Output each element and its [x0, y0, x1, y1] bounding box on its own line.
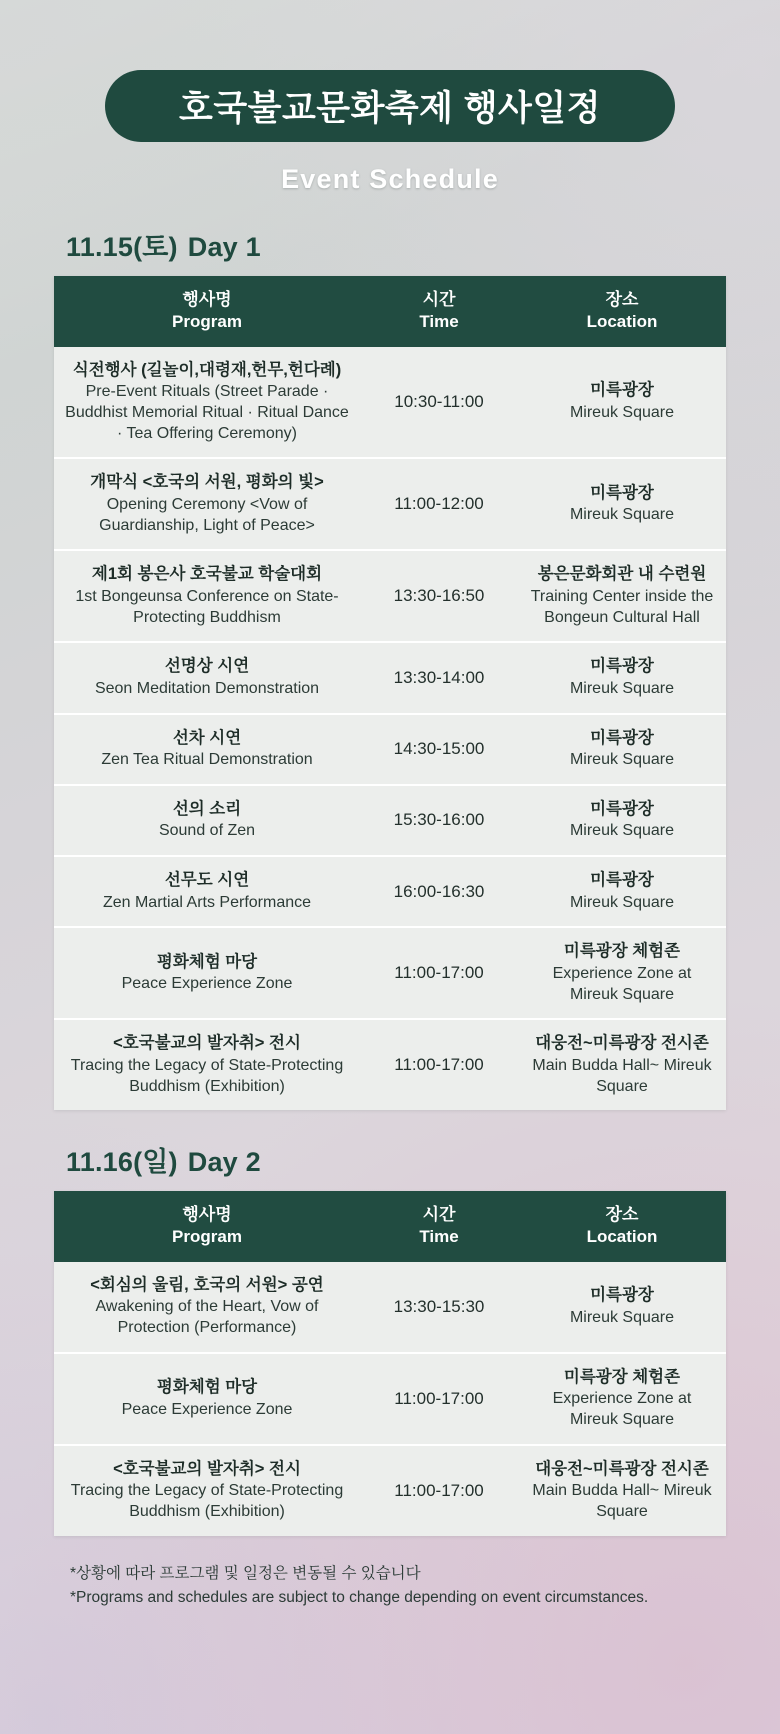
location-en: Training Center inside the Bongeun Cultural Hall	[530, 587, 714, 626]
column-header-program-en: Program	[172, 1227, 242, 1247]
column-header-location-en: Location	[586, 1227, 658, 1247]
column-header-location-ko: 장소	[605, 290, 639, 309]
location-en: Mireuk Square	[569, 751, 675, 769]
program-ko: 평화체험 마당	[156, 952, 258, 971]
cell-location	[518, 1445, 726, 1536]
cell-program	[54, 927, 360, 1019]
column-header-location	[518, 276, 726, 347]
location-ko: 미륵광장	[590, 871, 654, 890]
program-en: Tracing the Legacy of State-Protecting Buddhism (Exhibition)	[70, 1056, 344, 1095]
cell-time: 11:00-17:00	[360, 927, 518, 1019]
column-header-program	[54, 1191, 360, 1262]
day-heading-2	[66, 1140, 742, 1179]
cell-time: 10:30-11:00	[360, 347, 518, 459]
page-subtitle: Event Schedule	[281, 164, 499, 194]
cell-time: 15:30-16:00	[360, 785, 518, 856]
location-ko: 미륵광장	[590, 657, 654, 676]
location-ko: 미륵광장 체험존	[563, 1367, 681, 1386]
program-ko: <호국불교의 발자취> 전시	[113, 1459, 301, 1478]
location-en: Mireuk Square	[569, 506, 675, 524]
location-ko: 대웅전~미륵광장 전시존	[535, 1034, 709, 1053]
program-ko: 개막식 <호국의 서원, 평화의 빛>	[90, 473, 324, 492]
program-en: 1st Bongeunsa Conference on State-Protecting Buddhism	[75, 587, 339, 626]
cell-program	[54, 550, 360, 642]
location-ko: 미륵광장 체험존	[563, 942, 681, 961]
cell-location	[518, 714, 726, 785]
day-date-1: 11.15(토)	[66, 232, 178, 262]
program-ko: 평화체험 마당	[156, 1378, 258, 1397]
location-ko: 미륵광장	[590, 1286, 654, 1305]
cell-program	[54, 1353, 360, 1445]
column-header-program	[54, 276, 360, 347]
title-banner	[105, 70, 675, 142]
cell-time: 16:00-16:30	[360, 856, 518, 927]
table-row	[54, 1353, 726, 1445]
column-header-location-en: Location	[586, 311, 658, 331]
cell-location	[518, 642, 726, 713]
cell-location	[518, 347, 726, 459]
day-label-1: Day 1	[187, 232, 261, 262]
program-ko: 선차 시연	[172, 728, 242, 747]
location-ko: 미륵광장	[590, 728, 654, 747]
column-header-time	[360, 276, 518, 347]
cell-program	[54, 714, 360, 785]
column-header-location	[518, 1191, 726, 1262]
location-en: Mireuk Square	[569, 893, 675, 911]
cell-program	[54, 1445, 360, 1536]
location-en: Mireuk Square	[569, 1308, 675, 1326]
footnote-en: *Programs and schedules are subject to change depending on event circumstances.	[70, 1589, 649, 1606]
program-en: Awakening of the Heart, Vow of Protection (Performance)	[95, 1298, 319, 1337]
column-header-time-en: Time	[419, 311, 459, 331]
program-en: Sound of Zen	[158, 822, 256, 840]
program-ko: <회심의 울림, 호국의 서원> 공연	[90, 1275, 324, 1294]
cell-location	[518, 785, 726, 856]
program-ko: 선명상 시연	[164, 657, 250, 676]
table-row	[54, 856, 726, 927]
location-en: Experience Zone at Mireuk Square	[552, 1390, 692, 1429]
cell-program	[54, 856, 360, 927]
cell-location	[518, 927, 726, 1019]
day-label-2: Day 2	[187, 1147, 261, 1178]
location-ko: 대웅전~미륵광장 전시존	[535, 1459, 709, 1478]
table-row	[54, 1019, 726, 1110]
cell-location	[518, 856, 726, 927]
cell-time: 11:00-17:00	[394, 1480, 484, 1500]
schedule-table-day1	[54, 276, 726, 1110]
cell-time: 13:30-15:30	[360, 1262, 518, 1353]
program-en: Opening Ceremony <Vow of Guardianship, Light of Peace>	[99, 495, 315, 534]
location-en: Experience Zone at Mireuk Square	[552, 964, 692, 1003]
program-ko: 선무도 시연	[164, 871, 250, 890]
location-en: Main Budda Hall~ Mireuk Square	[532, 1056, 712, 1095]
cell-time: 11:00-12:00	[360, 458, 518, 550]
cell-location	[518, 1019, 726, 1110]
cell-time: 11:00-17:00	[360, 1353, 518, 1445]
column-header-location-ko: 장소	[605, 1205, 639, 1225]
column-header-program-en: Program	[172, 311, 242, 331]
location-ko: 봉은문화회관 내 수련원	[537, 565, 707, 584]
location-en: Mireuk Square	[569, 403, 675, 421]
cell-time: 14:30-15:00	[360, 714, 518, 785]
program-en: Zen Tea Ritual Demonstration	[101, 751, 313, 769]
cell-program	[54, 785, 360, 856]
cell-time: 13:30-16:50	[360, 550, 518, 642]
program-en: Tracing the Legacy of State-Protecting Buddhism (Exhibition)	[70, 1482, 344, 1521]
table-row	[54, 550, 726, 642]
footnote-ko: *상황에 따라 프로그램 및 일정은 변동될 수 있습니다	[70, 1564, 421, 1582]
table-row	[54, 1262, 726, 1353]
cell-time: 11:00-17:00	[394, 1055, 484, 1075]
location-en: Mireuk Square	[569, 822, 675, 840]
program-en: Pre-Event Rituals (Street Parade · Buddhist Memorial Ritual · Ritual Dance · Tea Offering Ceremony)	[65, 382, 349, 442]
program-ko: 제1회 봉은사 호국불교 학술대회	[91, 565, 323, 584]
column-header-time-en: Time	[419, 1227, 459, 1247]
program-ko: <호국불교의 발자취> 전시	[113, 1034, 301, 1053]
program-ko: 선의 소리	[172, 799, 242, 818]
cell-program	[54, 1019, 360, 1110]
cell-time: 13:30-14:00	[360, 642, 518, 713]
location-ko: 미륵광장	[590, 799, 654, 818]
column-header-program-ko: 행사명	[182, 1205, 232, 1225]
cell-program	[54, 458, 360, 550]
program-en: Peace Experience Zone	[121, 1400, 293, 1418]
table-row	[54, 642, 726, 713]
location-ko: 미륵광장	[590, 381, 654, 400]
cell-location	[518, 1353, 726, 1445]
day-date-2: 11.16(일)	[66, 1147, 178, 1178]
column-header-program-ko: 행사명	[182, 290, 232, 309]
location-en: Main Budda Hall~ Mireuk Square	[532, 1482, 712, 1521]
cell-program	[54, 347, 360, 459]
cell-program	[54, 1262, 360, 1353]
table-row	[54, 347, 726, 459]
column-header-time	[360, 1191, 518, 1262]
table-row	[54, 1445, 726, 1536]
program-en: Zen Martial Arts Performance	[102, 893, 312, 911]
program-ko: 식전행사 (길놀이,대령재,헌무,헌다례)	[72, 360, 342, 379]
program-en: Seon Meditation Demonstration	[94, 679, 320, 697]
schedule-table-day2	[54, 1191, 726, 1536]
column-header-time-ko: 시간	[422, 290, 456, 309]
table-row	[54, 714, 726, 785]
location-ko: 미륵광장	[590, 483, 654, 502]
cell-program	[54, 642, 360, 713]
table-header-row	[54, 1191, 726, 1262]
cell-location	[518, 458, 726, 550]
table-header-day2	[54, 1191, 726, 1262]
table-row	[54, 458, 726, 550]
cell-location	[518, 1262, 726, 1353]
table-body-day1	[54, 347, 726, 1111]
table-body-day2	[54, 1262, 726, 1536]
table-row	[54, 785, 726, 856]
program-en: Peace Experience Zone	[121, 975, 293, 993]
table-header-row	[54, 276, 726, 347]
table-header-day1	[54, 276, 726, 347]
table-row	[54, 927, 726, 1019]
cell-location	[518, 550, 726, 642]
page-title: 호국불교문화축제 행사일정	[179, 89, 601, 128]
event-schedule-poster	[0, 70, 780, 1734]
location-en: Mireuk Square	[569, 679, 675, 697]
column-header-time-ko: 시간	[422, 1205, 456, 1225]
footnote	[70, 1562, 742, 1610]
day-heading-1	[66, 225, 742, 264]
